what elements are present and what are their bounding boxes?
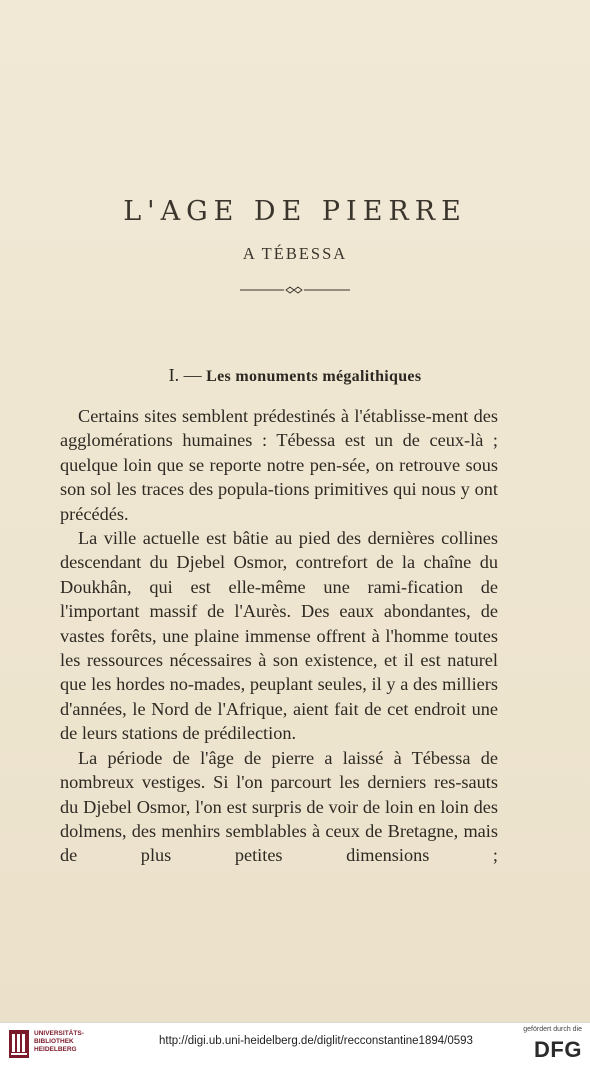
section-title: Les monuments mégalithiques bbox=[206, 368, 422, 385]
dfg-logo: DFG bbox=[534, 1037, 582, 1062]
section-numeral: I. — bbox=[168, 365, 207, 385]
funder-note: gefördert durch die bbox=[523, 1026, 582, 1033]
library-logo-icon bbox=[8, 1029, 30, 1059]
page-subtitle: A TÉBESSA bbox=[242, 244, 348, 263]
library-name-line: UNIVERSITÄTS- bbox=[34, 1030, 84, 1037]
body-text bbox=[60, 404, 498, 868]
page-title: L'AGE DE PIERRE bbox=[123, 196, 467, 227]
paragraph-1: Certains sites semblent prédestinés à l'établisse-ment des agglomérations humaines : Tébessa est un de ceux-là ; quelque loin que se reporte notre pen-sée, on retrouve sous son sol les traces des popula-tions primitives qui nous y ont précédés. bbox=[60, 406, 498, 524]
library-name bbox=[34, 1030, 84, 1054]
permalink[interactable]: http://digi.ub.uni-heidelberg.de/diglit/recconstantine1894/0593 bbox=[159, 1035, 473, 1047]
library-name-line: BIBLIOTHEK bbox=[34, 1038, 74, 1045]
paragraph-3: La période de l'âge de pierre a laissé à Tébessa de nombreux vestiges. Si l'on parcourt les derniers res-sauts du Djebel Osmor, l'on est surpris de voir de loin en loin des dolmens, des menhirs semblables à ceux de Bretagne, mais de plus petites dimensions ; bbox=[60, 747, 498, 866]
section-heading bbox=[0, 365, 590, 386]
paragraph-2: La ville actuelle est bâtie au pied des dernières collines descendant du Djebel Osmor, contrefort de la chaîne du Doukhân, qui est elle-même une rami-fication de l'important massif de l'Aurès. Des eaux abondantes, de vastes forêts, une plaine immense offrent à l'homme toutes les ressources nécessaires à son existence, et il est naturel que les hordes no-mades, peuplant seules, il y a des milliers d'années, le Nord de l'Afrique, aient fait de cet endroit une de leurs stations de prédilection. bbox=[60, 528, 498, 744]
divider-ornament bbox=[240, 285, 350, 295]
library-name-line: HEIDELBERG bbox=[34, 1046, 77, 1053]
